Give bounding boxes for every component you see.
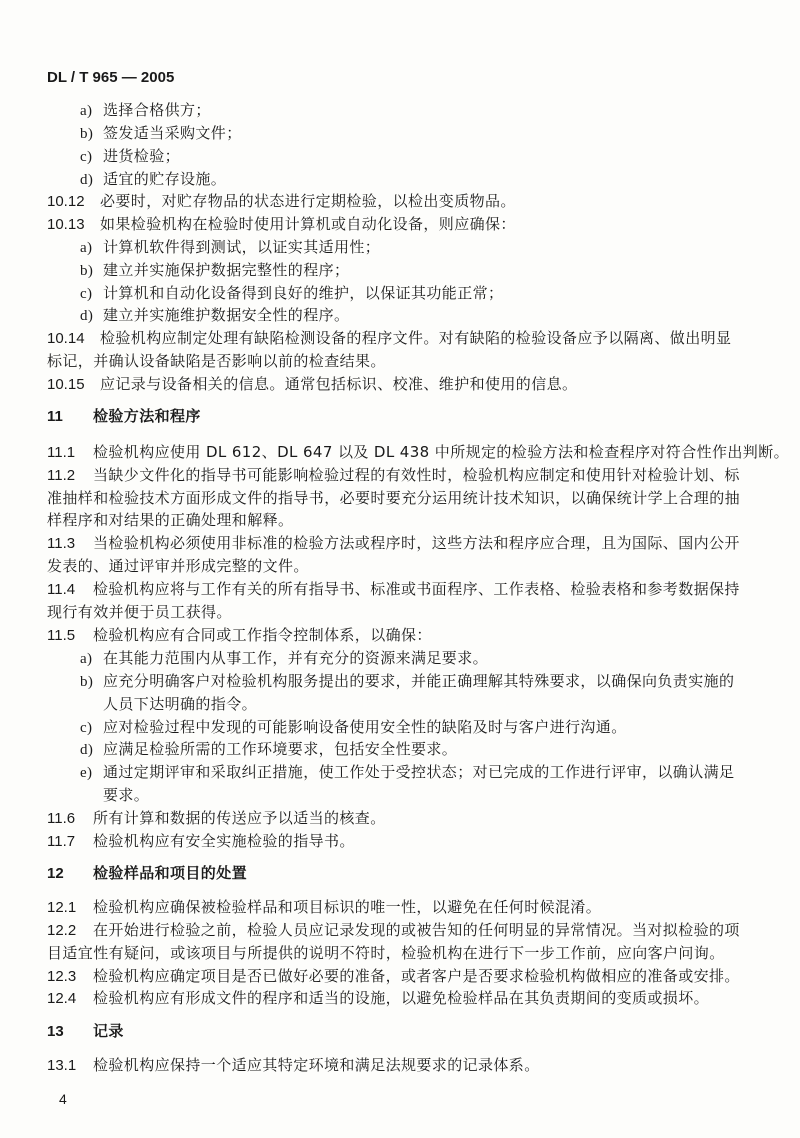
clause-11-2-cont: 样程序和对结果的正确处理和解释。 bbox=[47, 511, 294, 529]
clause-11-4-cont: 现行有效并便于员工获得。 bbox=[47, 603, 232, 621]
clause-13-1: 13.1 检验机构应保持一个适应其特定环境和满足法规要求的记录体系。 bbox=[47, 1056, 540, 1074]
section-heading-12: 12 检验样品和项目的处置 bbox=[47, 864, 248, 882]
list-item: b) 签发适当采购文件； bbox=[80, 124, 242, 142]
list-item: d) 应满足检验所需的工作环境要求，包括安全性要求。 bbox=[80, 740, 458, 758]
list-item: e) 通过定期评审和采取纠正措施，使工作处于受控状态；对已完成的工作进行评审，以确认满足 bbox=[80, 763, 735, 781]
clause-12-2-cont: 目适宜性有疑问，或该项目与所提供的说明不符时，检验机构在进行下一步工作前，应向客户问询。 bbox=[47, 944, 725, 962]
clause-10-14: 10.14 检验机构应制定处理有缺陷检测设备的程序文件。对有缺陷的检验设备应予以隔离、做出明显 bbox=[47, 329, 732, 347]
list-item: b) 建立并实施保护数据完整性的程序； bbox=[80, 261, 350, 279]
clause-12-3: 12.3 检验机构应确定项目是否已做好必要的准备，或者客户是否要求检验机构做相应的准备或安排。 bbox=[47, 967, 740, 985]
list-item: a) 计算机软件得到测试，以证实其适用性； bbox=[80, 238, 381, 256]
section-heading-13: 13 记录 bbox=[47, 1022, 124, 1040]
list-item: c) 应对检验过程中发现的可能影响设备使用安全性的缺陷及时与客户进行沟通。 bbox=[80, 718, 627, 736]
list-item: a) 选择合格供方； bbox=[80, 101, 211, 119]
clause-11-4: 11.4 检验机构应将与工作有关的所有指导书、标准或书面程序、工作表格、检验表格和参考数据保持 bbox=[47, 580, 740, 598]
standard-code: DL / T 965 — 2005 bbox=[47, 69, 175, 86]
page-number: 4 bbox=[59, 1091, 68, 1107]
list-item: d) 建立并实施维护数据安全性的程序。 bbox=[80, 306, 350, 324]
clause-11-1: 11.1 检验机构应使用 DL 612、DL 647 以及 DL 438 中所规定的检验方法和检查程序对符合性作出判断。 bbox=[47, 443, 789, 461]
clause-11-2: 11.2 当缺少文件化的指导书可能影响检验过程的有效性时，检验机构应制定和使用针对检验计划、标 bbox=[47, 466, 740, 484]
list-item: b) 应充分明确客户对检验机构服务提出的要求，并能正确理解其特殊要求，以确保向负责实施的 bbox=[80, 672, 735, 690]
list-item: c) 进货检验； bbox=[80, 147, 181, 165]
clause-12-4: 12.4 检验机构应有形成文件的程序和适当的设施，以避免检验样品在其负责期间的变质或损坏。 bbox=[47, 989, 710, 1007]
list-item-cont: 要求。 bbox=[103, 786, 150, 804]
clause-12-1: 12.1 检验机构应确保被检验样品和项目标识的唯一性，以避免在任何时候混淆。 bbox=[47, 898, 602, 916]
clause-10-12: 10.12 必要时，对贮存物品的状态进行定期检验，以检出变质物品。 bbox=[47, 192, 516, 210]
clause-11-3: 11.3 当检验机构必须使用非标准的检验方法或程序时，这些方法和程序应合理，且为国际、国内公开 bbox=[47, 534, 740, 552]
list-item: a) 在其能力范围内从事工作，并有充分的资源来满足要求。 bbox=[80, 649, 489, 667]
list-item-cont: 人员下达明确的指令。 bbox=[103, 695, 258, 713]
clause-11-7: 11.7 检验机构应有安全实施检验的指导书。 bbox=[47, 832, 355, 850]
clause-11-2-cont: 准抽样和检验技术方面形成文件的指导书，必要时要充分运用统计技术知识，以确保统计学上合理的抽 bbox=[47, 489, 741, 507]
clause-10-15: 10.15 应记录与设备相关的信息。通常包括标识、校准、维护和使用的信息。 bbox=[47, 375, 578, 393]
clause-11-3-cont: 发表的、通过评审并形成完整的文件。 bbox=[47, 557, 309, 575]
list-item: d) 适宜的贮存设施。 bbox=[80, 170, 227, 188]
clause-11-6: 11.6 所有计算和数据的传送应予以适当的核查。 bbox=[47, 809, 386, 827]
clause-12-2: 12.2 在开始进行检验之前，检验人员应记录发现的或被告知的任何明显的异常情况。当对拟检验的项 bbox=[47, 921, 740, 939]
clause-11-5: 11.5 检验机构应有合同或工作指令控制体系，以确保： bbox=[47, 626, 432, 644]
section-heading-11: 11 检验方法和程序 bbox=[47, 407, 201, 425]
list-item: c) 计算机和自动化设备得到良好的维护，以保证其功能正常； bbox=[80, 284, 504, 302]
clause-10-14-cont: 标记，并确认设备缺陷是否影响以前的检查结果。 bbox=[47, 352, 386, 370]
clause-10-13: 10.13 如果检验机构在检验时使用计算机或自动化设备，则应确保： bbox=[47, 215, 516, 233]
